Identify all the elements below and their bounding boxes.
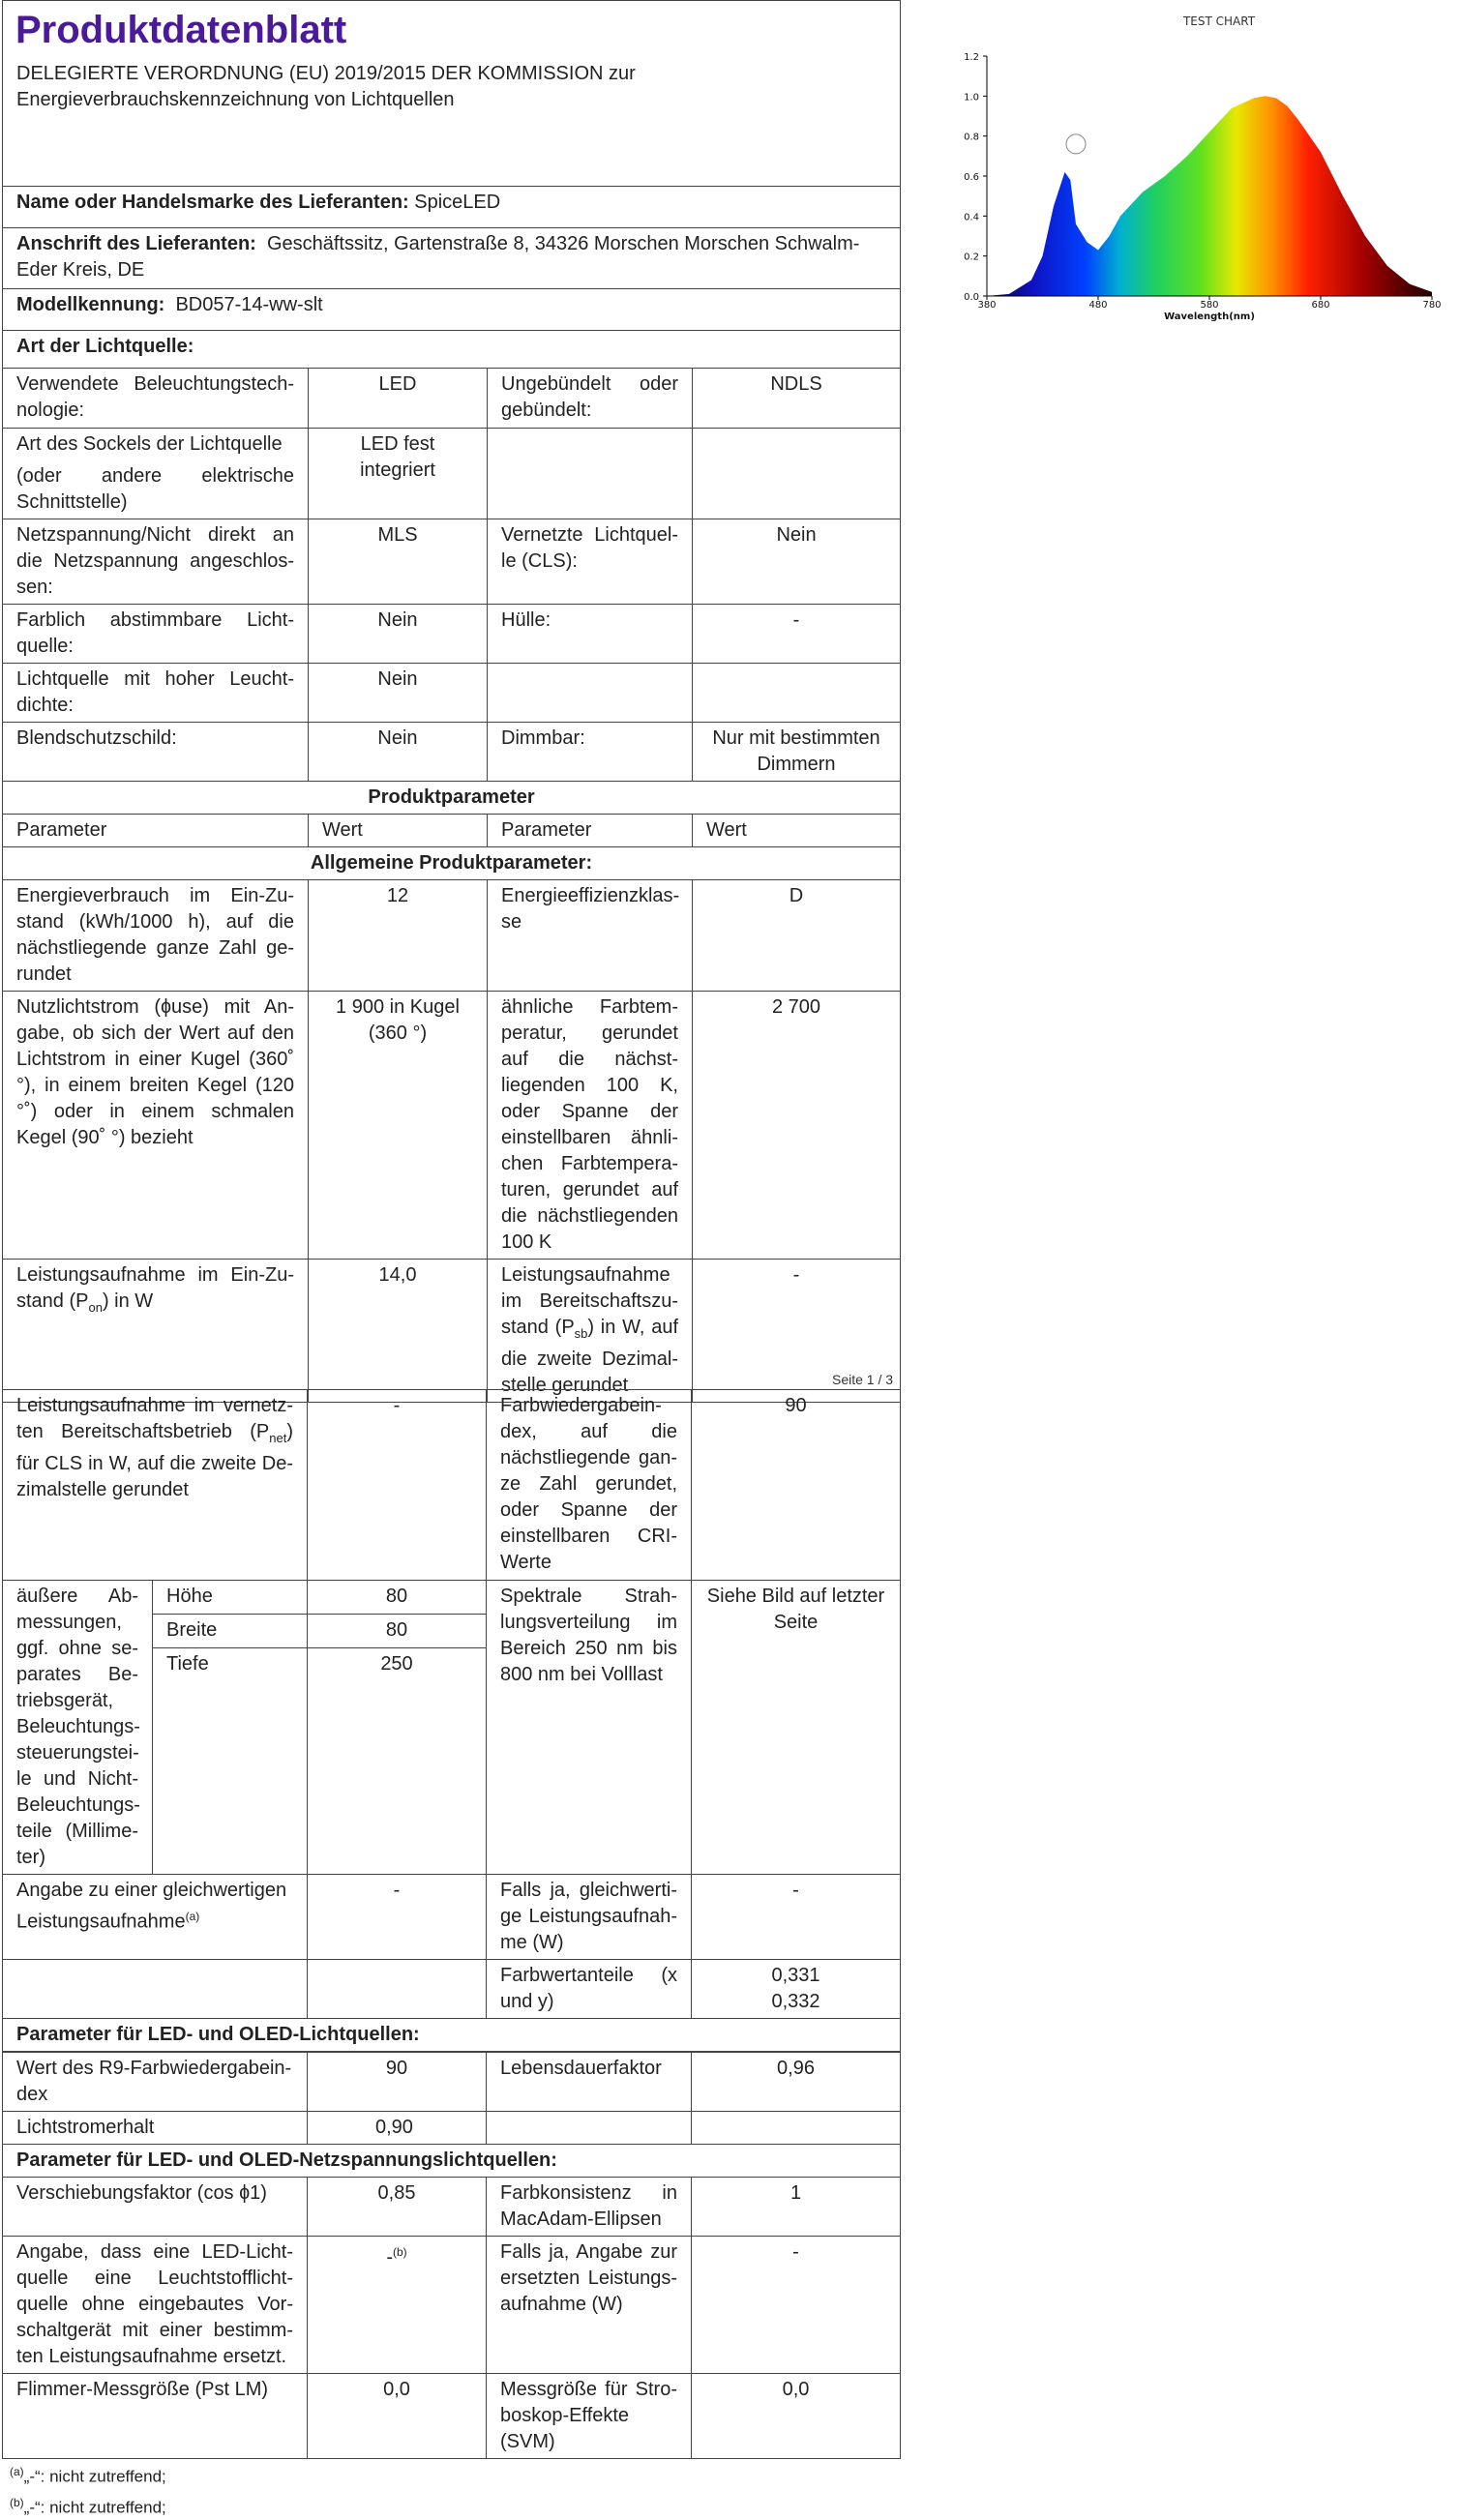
supplier-address-label: Anschrift des Lieferanten: (16, 233, 256, 254)
dimmable-label: Dimmbar: (488, 723, 693, 782)
page2-table (2, 1389, 901, 2459)
equiv-label-text: Angabe zu einer gleichwertigen Leistungsaufnahme (16, 1880, 287, 1933)
energy-value: 12 (309, 880, 488, 992)
y-tick-label: 1.2 (964, 52, 979, 63)
regulation-text: DELEGIERTE VERORDNUNG (EU) 2019/2015 DER KOMMISSION zur Energieverbrauchskennzeichnung von Lichtquellen (16, 63, 636, 110)
empty-cell (488, 664, 693, 723)
replace-value-cell (308, 2237, 487, 2374)
high-luminance-label: Lichtquelle mit hoher Leuchtdichte: (3, 664, 309, 723)
supplier-name-value: SpiceLED (414, 192, 501, 213)
r9-value: 90 (308, 2052, 487, 2112)
replace-sup: (b) (393, 2245, 407, 2259)
mains-params-heading: Parameter für LED- und OLED-Netzspannungslichtquellen: (3, 2145, 901, 2178)
y-tick-label: 0.4 (964, 212, 979, 223)
mains-label: Netzspannung/Nicht direkt an die Netzspannung angeschlossen: (3, 519, 309, 605)
svm-label: Messgröße für Stroboskop-Effekte (SVM) (487, 2374, 692, 2459)
pnet-value: - (308, 1390, 487, 1581)
cct-value: 2 700 (693, 992, 901, 1260)
supplier-table (2, 0, 901, 1403)
model-row (3, 289, 901, 331)
pon-value: 14,0 (309, 1260, 488, 1403)
tunable-label: Farblich abstimmbare Lichtquelle: (3, 605, 309, 664)
flux-label: Nutzlichtstrom (ɸuse) mit Angabe, ob sich der Wert auf den Lichtstrom in einer Kugel (360˚ °), in einem breiten Kegel (120 °˚) oder in einem schmalen Kegel (90˚ °) bezieht (3, 992, 309, 1260)
cri-label: Farbwiedergabeindex, auf die nächstliegende ganze Zahl gerundet, oder Spanne der einstellbaren CRI-Werte (487, 1390, 692, 1581)
spd-value: Siehe Bild auf letzter Seite (692, 1581, 901, 1875)
spectrum-svg (939, 8, 1451, 337)
tech-value: LED (309, 369, 488, 429)
equiv2-value: - (692, 1875, 901, 1960)
lifetime-value: 0,96 (692, 2052, 901, 2112)
pnet-sub: net (269, 1431, 287, 1445)
equiv-value: - (308, 1875, 487, 1960)
socket-label-cell (3, 429, 309, 519)
flicker-value: 0,0 (308, 2374, 487, 2459)
model-label: Modellkennung: (16, 294, 165, 315)
replace2-value: - (692, 2237, 901, 2374)
empty-cell (487, 2112, 692, 2145)
energy-label: Energieverbrauch im Ein-Zustand (kWh/1000 h), auf die nächstliegende ganze Zahl gerundet (3, 880, 309, 992)
tunable-value: Nein (309, 605, 488, 664)
psb-label (488, 1260, 693, 1403)
flicker-label: Flimmer-Messgröße (Pst LM) (3, 2374, 308, 2459)
depth-label: Tiefe (153, 1648, 308, 1875)
chroma-y: 0,332 (771, 1991, 820, 2012)
col-param-1: Parameter (3, 815, 309, 847)
replace2-label: Falls ja, Angabe zur ersetzten Leistungsaufnahme (W) (487, 2237, 692, 2374)
dimensions-label: äußere Abmessungen, ggf. ohne separates Betriebsgerät, Beleuchtungssteuerungsteile und Nicht-Beleuchtungsteile (Millimeter) (3, 1581, 153, 1875)
envelope-label: Hülle: (488, 605, 693, 664)
svm-value: 0,0 (692, 2374, 901, 2459)
pnet-label (3, 1390, 308, 1581)
col-param-2: Parameter (488, 815, 693, 847)
x-tick-label: 480 (1088, 300, 1108, 311)
empty-cell (693, 664, 901, 723)
mains-value: MLS (309, 519, 488, 605)
directional-label: Ungebündelt oder gebündelt: (488, 369, 693, 429)
macadam-label: Farbkonsistenz in MacAdam-Ellipsen (487, 2178, 692, 2237)
empty-cell (488, 429, 693, 519)
regulation-cell (3, 1, 901, 187)
psb-label-pre: Leistungsaufnahme im Bereitschaftszustand (P (501, 1264, 678, 1338)
pon-sub: on (88, 1300, 103, 1315)
footnote-b-mark: (b) (10, 2495, 24, 2509)
cos-label: Verschiebungsfaktor (cos ɸ1) (3, 2178, 308, 2237)
cls-label: Vernetzte Lichtquelle (CLS): (488, 519, 693, 605)
pon-label-post: ) in W (102, 1290, 154, 1312)
col-value-2: Wert (693, 815, 901, 847)
eclass-label: Energieeffizienzklasse (488, 880, 693, 992)
equiv2-label: Falls ja, gleichwertige Leistungsaufnahme (W) (487, 1875, 692, 1960)
dimmable-value: Nur mit bestimmten Dimmern (693, 723, 901, 782)
glare-label: Blendschutzschild: (3, 723, 309, 782)
socket-label: Art des Sockels der Lichtquelle (16, 433, 283, 455)
eclass-value: D (693, 880, 901, 992)
lumen-maint-value: 0,90 (308, 2112, 487, 2145)
supplier-name-label: Name oder Handelsmarke des Lieferanten: (16, 192, 409, 213)
high-luminance-value: Nein (309, 664, 488, 723)
chroma-value-cell (692, 1960, 901, 2019)
empty-cell (692, 2112, 901, 2145)
replace-value: - (386, 2246, 393, 2268)
glare-value: Nein (309, 723, 488, 782)
y-tick-label: 0.8 (964, 132, 979, 143)
footnote-b-text: „-“: nicht zutreffend; (23, 2498, 166, 2517)
psb-value: - (693, 1260, 901, 1403)
model-value: BD057-14-ww-slt (175, 294, 323, 315)
cct-label: ähnliche Farbtemperatur, gerundet auf die nächstliegenden 100 K, oder Spanne der einstellbaren ähnlichen Farbtemperaturen, gerundet auf die nächstliegenden 100 K (488, 992, 693, 1260)
empty-cell (308, 1960, 487, 2019)
psb-label-post: ) in W, auf die zweite Dezimalstelle gerundet (501, 1317, 678, 1396)
x-tick-label: 780 (1422, 300, 1442, 311)
equiv-label (3, 1875, 308, 1960)
general-params-heading: Allgemeine Produktparameter: (3, 847, 901, 880)
flux-value: 1 900 in Kugel (360 °) (309, 992, 488, 1260)
socket-value: LED fest integriert (309, 429, 488, 519)
depth-value: 250 (308, 1648, 487, 1875)
empty-cell (693, 429, 901, 519)
equiv-sup: (a) (185, 1910, 200, 1923)
y-tick-label: 0.0 (964, 292, 979, 303)
y-tick-label: 0.6 (964, 172, 979, 183)
y-tick-label: 0.2 (964, 252, 979, 263)
footnote-a-mark: (a) (10, 2465, 24, 2478)
footnote-b (2, 2490, 900, 2520)
psb-sub: sb (574, 1326, 588, 1341)
col-value-1: Wert (309, 815, 488, 847)
empty-cell (3, 1960, 308, 2019)
chroma-label: Farbwertanteile (x und y) (487, 1960, 692, 2019)
product-params-heading: Produktparameter (3, 782, 901, 815)
pnet-label-post: ) für CLS in W, auf die zweite Dezimalstelle gerundet (16, 1421, 293, 1500)
cls-value: Nein (693, 519, 901, 605)
chart-title: TEST CHART (1182, 15, 1256, 28)
x-tick-label: 680 (1311, 300, 1330, 311)
width-value: 80 (308, 1615, 487, 1648)
socket-label-sub: (oder andere elektrische Schnittstelle) (16, 465, 294, 513)
directional-value: NDLS (693, 369, 901, 429)
x-tick-label: 380 (977, 300, 997, 311)
macadam-value: 1 (692, 2178, 901, 2237)
x-axis-label: Wavelength(nm) (1164, 311, 1255, 322)
width-label: Breite (153, 1615, 308, 1648)
footnote-a-text: „-“: nicht zutreffend; (23, 2467, 166, 2486)
supplier-address-row (3, 228, 901, 289)
supplier-address-value: Geschäftssitz, Gartenstraße 8, 34326 Morschen Morschen Schwalm-Eder Kreis, DE (16, 233, 860, 281)
replace-label: Angabe, dass eine LED-Lichtquelle eine Leuchtstofflichtquelle ohne eingebautes Vorschaltgerät mit einer bestimmten Leistungsaufnahme ersetzt. (3, 2237, 308, 2374)
y-tick-label: 1.0 (964, 92, 979, 104)
marker-circle (1066, 134, 1086, 154)
cri-value: 90 (692, 1390, 901, 1581)
tech-label: Verwendete Beleuchtungstechnologie: (3, 369, 309, 429)
r9-label: Wert des R9-Farbwiedergabeindex (3, 2052, 308, 2112)
chroma-x: 0,331 (771, 1965, 820, 1986)
footnote-a (2, 2459, 900, 2490)
page-title: Produktdatenblatt (15, 9, 347, 51)
height-label: Höhe (153, 1581, 308, 1615)
cos-value: 0,85 (308, 2178, 487, 2237)
spectrum-chart (939, 8, 1451, 337)
led-params-heading: Parameter für LED- und OLED-Lichtquellen: (3, 2019, 901, 2053)
pnet-label-pre: Leistungsaufnahme im vernetzten Bereitschaftsbetrieb (P (16, 1395, 293, 1442)
light-type-heading: Art der Lichtquelle: (3, 331, 901, 369)
spectrum-area (987, 96, 1432, 296)
pon-label-pre: Leistungsaufnahme im Ein-Zustand (P (16, 1264, 294, 1312)
page-number: Seite 1 / 3 (832, 1372, 894, 1387)
height-value: 80 (308, 1581, 487, 1615)
pon-label (3, 1260, 309, 1403)
x-tick-label: 580 (1200, 300, 1219, 311)
spd-label: Spektrale Strahlungsverteilung im Bereich 250 nm bis 800 nm bei Volllast (487, 1581, 692, 1875)
envelope-value: - (693, 605, 901, 664)
supplier-name-row (3, 187, 901, 228)
lumen-maint-label: Lichtstromerhalt (3, 2112, 308, 2145)
lifetime-label: Lebensdauerfaktor (487, 2052, 692, 2112)
